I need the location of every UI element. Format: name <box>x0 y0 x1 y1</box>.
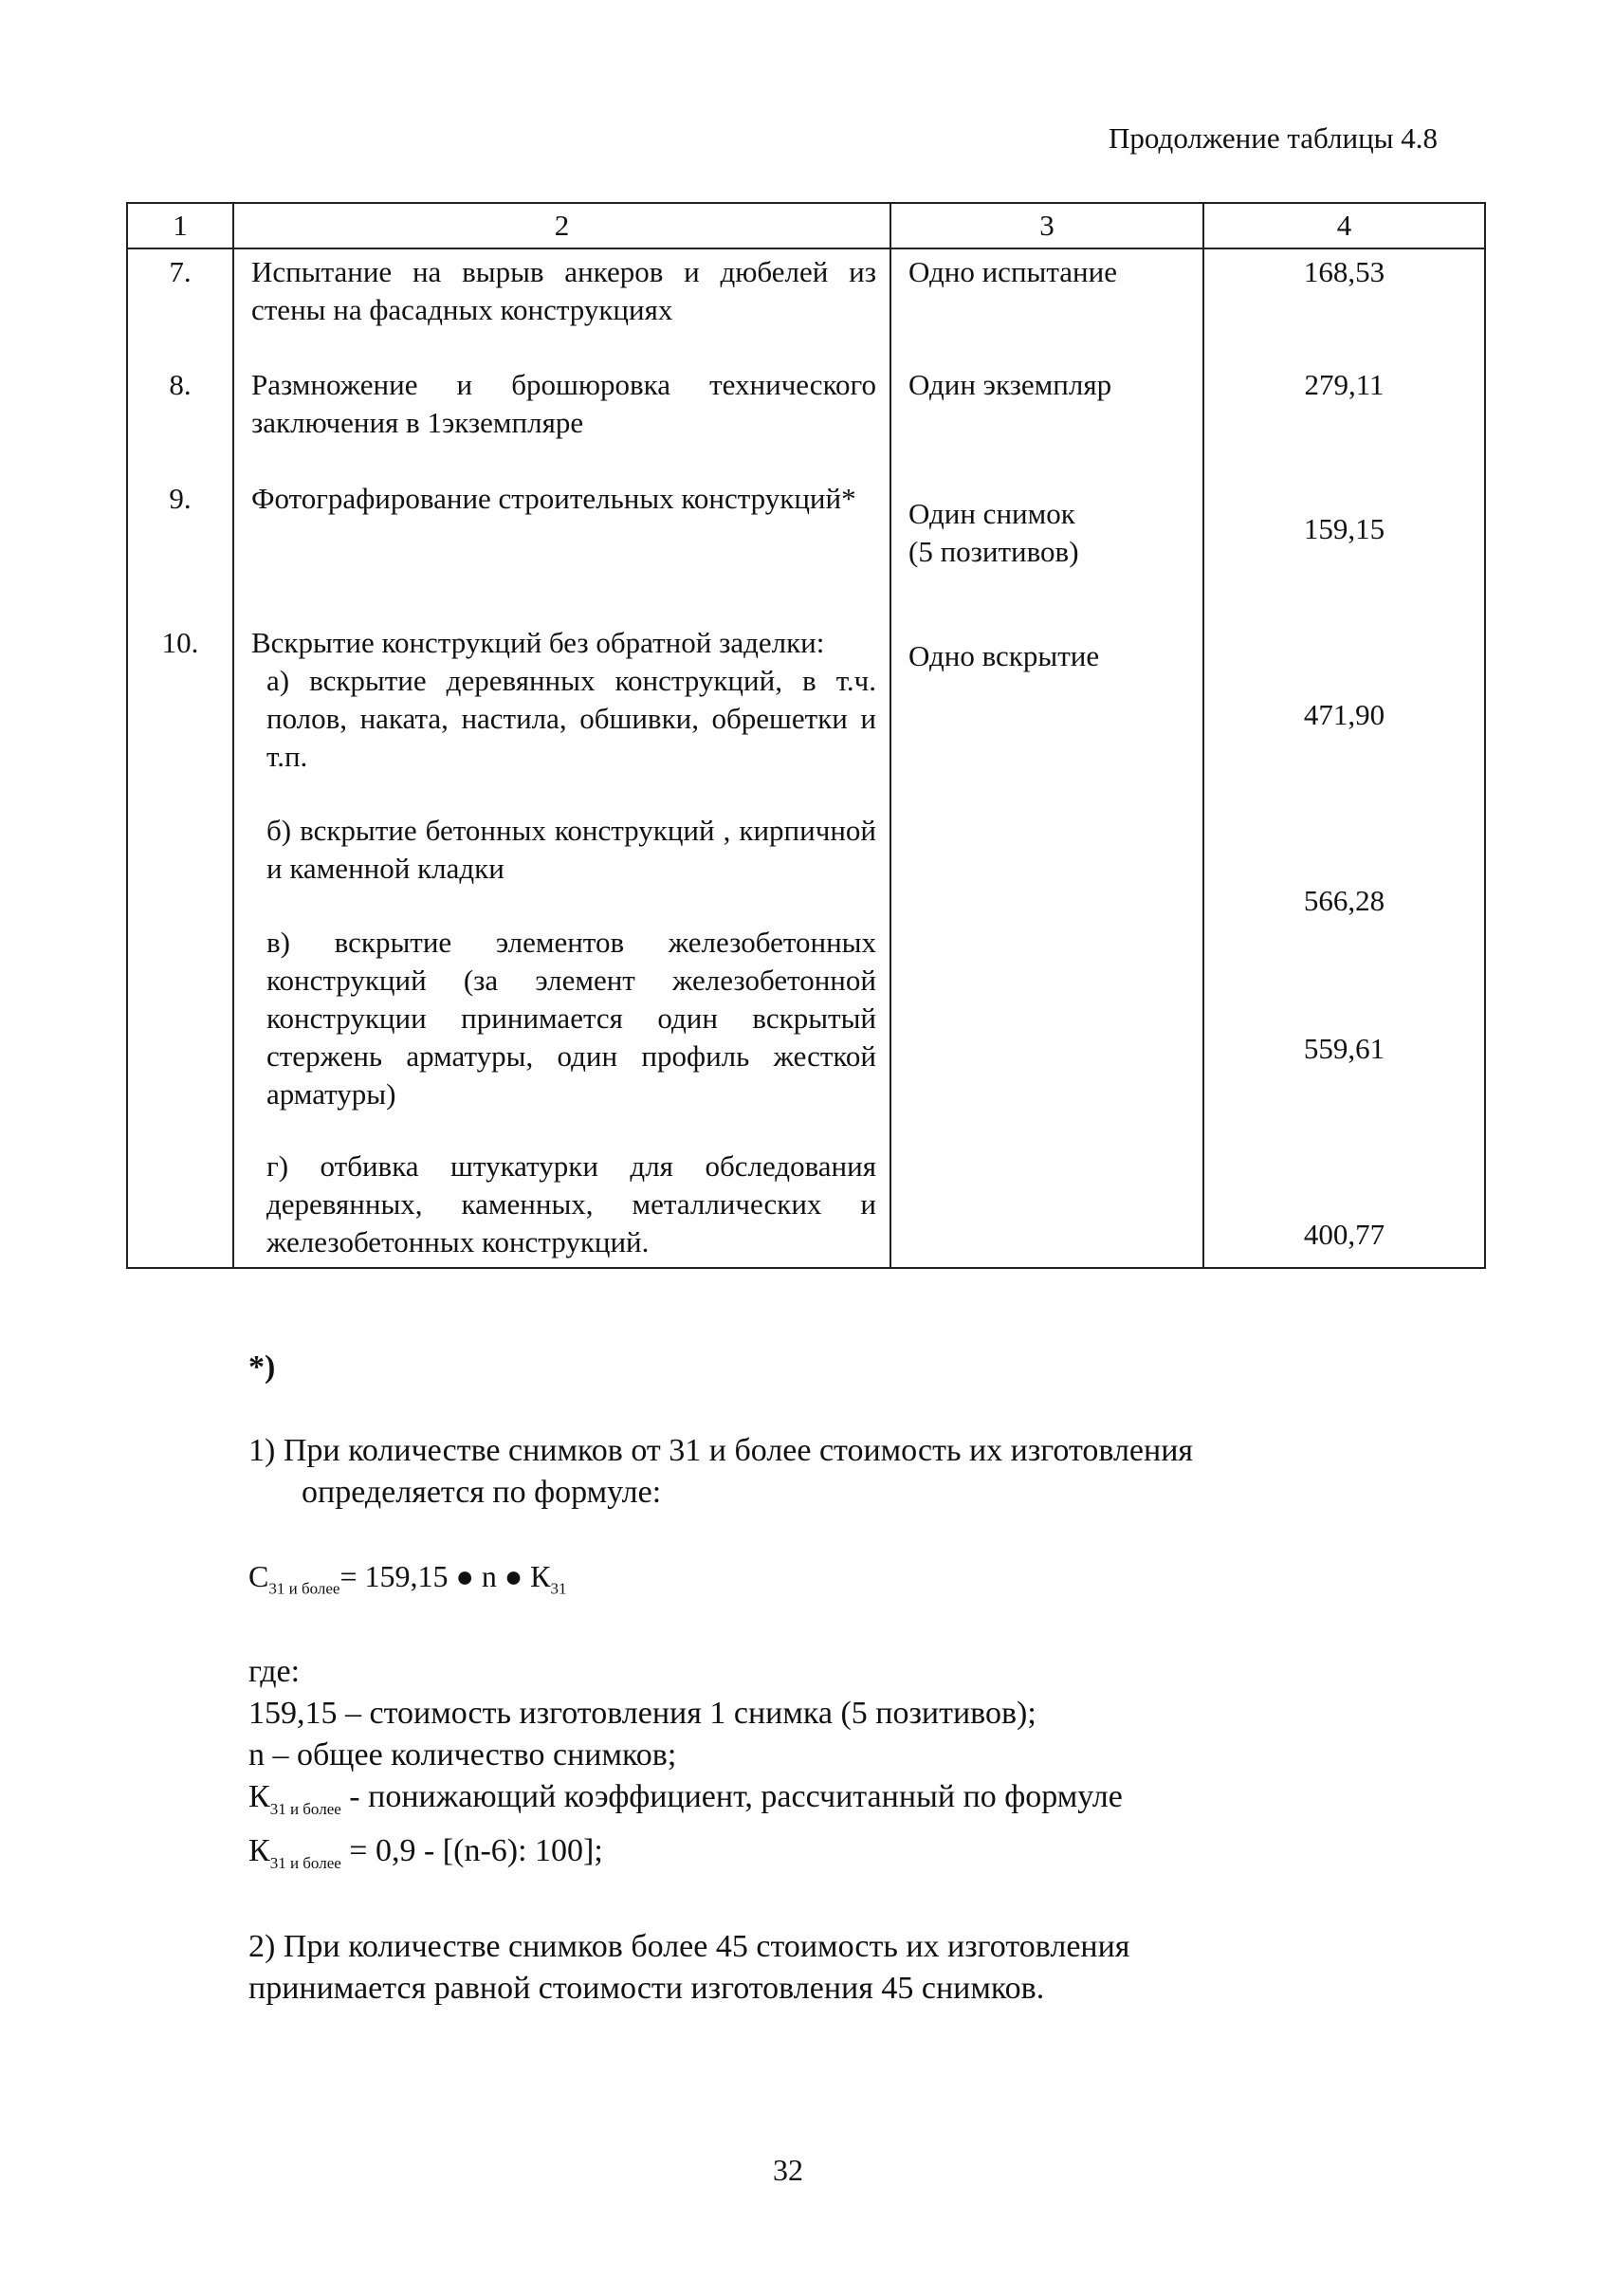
description-line: б) вскрытие бетонных конструкций , кирпичной и каменной кладки <box>266 814 876 885</box>
item-text: принимается равной стоимости изготовления 45 снимков. <box>248 1970 1045 2006</box>
item-text: 2) При количестве снимков более 45 стоимость их изготовления <box>248 1928 1130 1964</box>
column-header-3: 3 <box>890 203 1203 248</box>
row-price: 559,61 <box>1303 1032 1385 1065</box>
column-header-2: 2 <box>233 203 890 248</box>
definition <box>248 1776 1292 1830</box>
description-line: Вскрытие конструкций без обратной заделки: <box>251 626 825 659</box>
row-price: 168,53 <box>1203 248 1485 362</box>
formula-subscript: 31 и более <box>269 1853 341 1872</box>
item-text: При количестве снимков от 31 и более стоимость их изготовления <box>283 1433 1194 1468</box>
column-header-1: 1 <box>127 203 233 248</box>
row-unit: Одно вскрытие <box>890 620 1203 1268</box>
table-row <box>127 476 1485 620</box>
footnote-marker: *) <box>248 1350 276 1385</box>
description-line: г) отбивка штукатурки для обследования деревянных, каменных, металлических и железобетонных конструкций. <box>266 1149 876 1258</box>
table-row <box>127 362 1485 476</box>
formula-subscript: 31 <box>550 1579 567 1598</box>
row-number: 7. <box>127 248 233 362</box>
footnote-item-2 <box>248 1926 1292 2010</box>
row-description: Фотографирование строительных конструкций* <box>233 476 890 620</box>
formula-subscript: 31 и более <box>269 1800 341 1819</box>
row-price: 279,11 <box>1203 362 1485 476</box>
row-number: 9. <box>127 476 233 620</box>
row-description: Размножение и брошюровка технического заключения в 1экземпляре <box>233 362 890 476</box>
description-line: в) вскрытие элементов железобетонных конструкций (за элемент железобетонной конструкции принимается один вскрытый стержень арматуры, один профиль жесткой арматуры) <box>266 926 876 1111</box>
unit-line: (5 позитивов) <box>908 535 1079 568</box>
row-description: Испытание на вырыв анкеров и дюбелей из стены на фасадных конструкциях <box>233 248 890 362</box>
definition-text: = 0,9 - [(n-6): 100]; <box>349 1833 603 1869</box>
row-price: 471,90 <box>1303 698 1385 731</box>
formula-symbol: К <box>248 1779 270 1815</box>
footnote-item-1 <box>248 1430 1292 1514</box>
description-line: а) вскрытие деревянных конструкций, в т.ч. полов, наката, настила, обшивки, обрешетки и т.п. <box>266 664 876 773</box>
formula-body: = 159,15 ● n ● К <box>339 1559 551 1593</box>
table-row <box>127 620 1485 1268</box>
row-number: 10. <box>127 620 233 1268</box>
item-text: определяется по формуле: <box>302 1475 662 1510</box>
price-table <box>126 202 1486 1269</box>
formula-symbol: К <box>248 1833 270 1869</box>
row-unit <box>890 476 1203 620</box>
row-price: 566,28 <box>1303 884 1385 917</box>
formula-symbol: С <box>248 1559 269 1593</box>
row-unit: Один экземпляр <box>890 362 1203 476</box>
where-label: где: <box>248 1654 301 1690</box>
formula <box>248 1555 1292 1609</box>
definition <box>248 1830 1292 1884</box>
table-header-row <box>127 203 1485 248</box>
definition: 159,15 – стоимость изготовления 1 снимка (5 позитивов); <box>248 1696 1036 1732</box>
footnotes <box>248 1347 1292 2010</box>
row-price: 400,77 <box>1303 1218 1385 1251</box>
item-number: 1) <box>248 1433 276 1468</box>
unit-line: Один снимок <box>908 497 1075 530</box>
definition-text: - понижающий коэффициент, рассчитанный по формуле <box>349 1779 1123 1815</box>
formula-subscript: 31 и более <box>268 1579 340 1598</box>
row-unit: Одно испытание <box>890 248 1203 362</box>
row-description <box>233 620 890 1268</box>
row-price-list <box>1203 620 1485 1268</box>
table-caption: Продолжение таблицы 4.8 <box>1109 121 1438 155</box>
row-number: 8. <box>127 362 233 476</box>
page-number: 32 <box>773 2153 803 2187</box>
column-header-4: 4 <box>1203 203 1485 248</box>
definition: n – общее количество снимков; <box>248 1737 677 1773</box>
row-price: 159,15 <box>1203 476 1485 620</box>
table-row <box>127 248 1485 362</box>
